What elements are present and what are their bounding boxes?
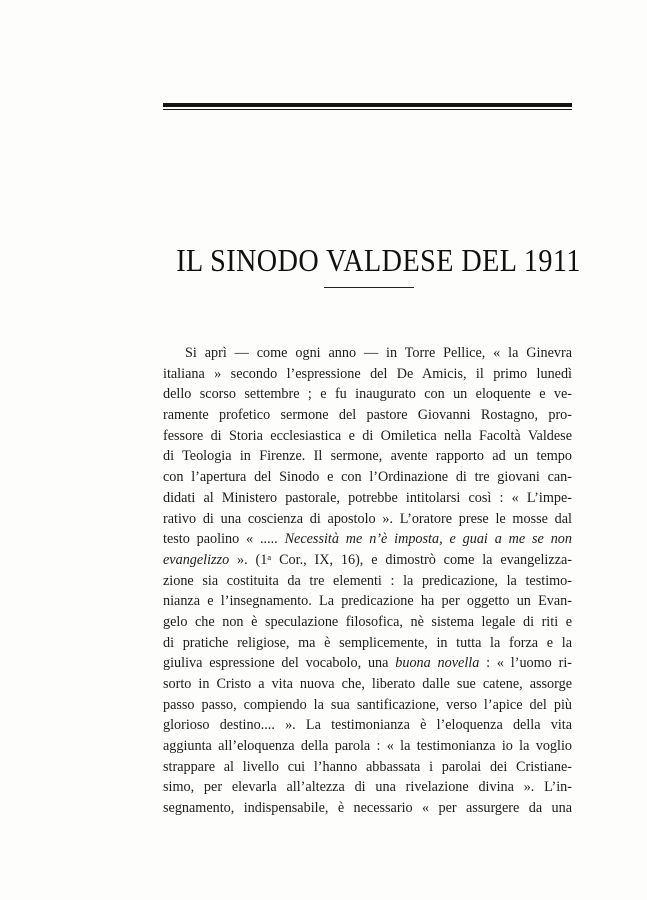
text-line	[163, 715, 572, 736]
chapter-title: IL SINODO VALDESE DEL 1911	[176, 242, 581, 278]
text-line	[163, 695, 572, 716]
text-line	[163, 446, 572, 467]
text-line	[163, 736, 572, 757]
text-run: segnamento, indispensabile, è necessario « per assurgere da una	[163, 800, 572, 817]
text-run: strappare al livello cui l’hanno abbassata i parolai dei Cristiane-	[163, 758, 572, 775]
text-line	[163, 612, 572, 633]
text-run: testo paolino « .....	[163, 531, 285, 548]
body-paragraph	[163, 343, 572, 819]
text-run: passo passo, compiendo la sua santificazione, verso l’apice del più	[163, 696, 572, 713]
text-line	[163, 757, 572, 778]
text-line	[163, 591, 572, 612]
text-run: di pratiche religiose, ma è semplicemente, in tutta la forza e la	[163, 634, 572, 651]
text-run: : « l’uomo ri-	[479, 655, 572, 672]
text-run: sorto in Cristo a vita nuova che, liberato dalle sue catene, assorge	[163, 676, 572, 692]
text-run: didati al Ministero pastorale, potrebbe intitolarsi così : « L’impe-	[163, 489, 572, 506]
text-run: aggiunta all’eloquenza della parola : « la testimonianza io la voglio	[163, 738, 572, 755]
text-line	[163, 633, 572, 654]
italic-text-run: evangelizzo	[163, 551, 230, 568]
text-run: simo, per elevarla all’altezza di una rivelazione divina ». L’in-	[163, 779, 572, 796]
header-double-rule	[163, 103, 572, 110]
text-run: glorioso destino.... ». La testimonianza è l’eloquenza della vita	[163, 717, 572, 734]
text-run: gelo che non è speculazione filosofica, nè sistema legale di riti e	[163, 613, 572, 630]
text-line	[163, 777, 572, 798]
text-line	[163, 364, 572, 385]
text-run: ». (1ᵃ Cor., IX, 16), e dimostrò come la evangelizza-	[229, 551, 572, 568]
header-rule-thin	[163, 109, 572, 110]
text-line	[163, 674, 572, 695]
text-run: Si aprì — come ogni anno — in Torre Pellice, « la Ginevra	[185, 345, 572, 361]
text-run: zione sia costituita da tre elementi : la predicazione, la testimo-	[163, 572, 572, 589]
text-run: di Teologia in Firenze. Il sermone, avente rapporto ad un tempo	[163, 448, 572, 465]
text-line	[163, 798, 572, 819]
text-run: ramente profetico sermone del pastore Giovanni Rostagno, pro-	[163, 407, 572, 424]
italic-text-run: buona novella	[395, 655, 480, 672]
text-run: rativo di una coscienza di apostolo ». L’oratore prese le mosse dal	[163, 510, 572, 527]
italic-text-run: Necessità me n’è imposta, e guai a me se non	[284, 531, 572, 548]
text-line	[163, 405, 572, 426]
text-run: fessore di Storia ecclesiastica e di Omiletica nella Facoltà Valdese	[163, 427, 572, 444]
text-line	[163, 384, 572, 405]
text-run: nianza e l’insegnamento. La predicazione ha per oggetto un Evan-	[163, 593, 572, 610]
text-run: dello scorso settembre ; e fu inaugurato con un eloquente e ve-	[163, 386, 572, 403]
text-run: giuliva espressione del vocabolo, una	[163, 655, 396, 672]
title-underline-rule	[324, 287, 414, 288]
text-line	[163, 509, 572, 530]
text-line	[163, 488, 572, 509]
text-line	[163, 467, 572, 488]
text-run: con l’apertura del Sinodo e con l’Ordinazione di tre giovani can-	[163, 469, 572, 486]
text-line	[163, 550, 572, 571]
text-line	[163, 653, 572, 674]
text-line	[163, 529, 572, 550]
text-run: italiana » secondo l’espressione del De Amicis, il primo lunedì	[163, 365, 572, 382]
text-line	[163, 426, 572, 447]
text-line	[163, 343, 572, 364]
text-line	[163, 571, 572, 592]
